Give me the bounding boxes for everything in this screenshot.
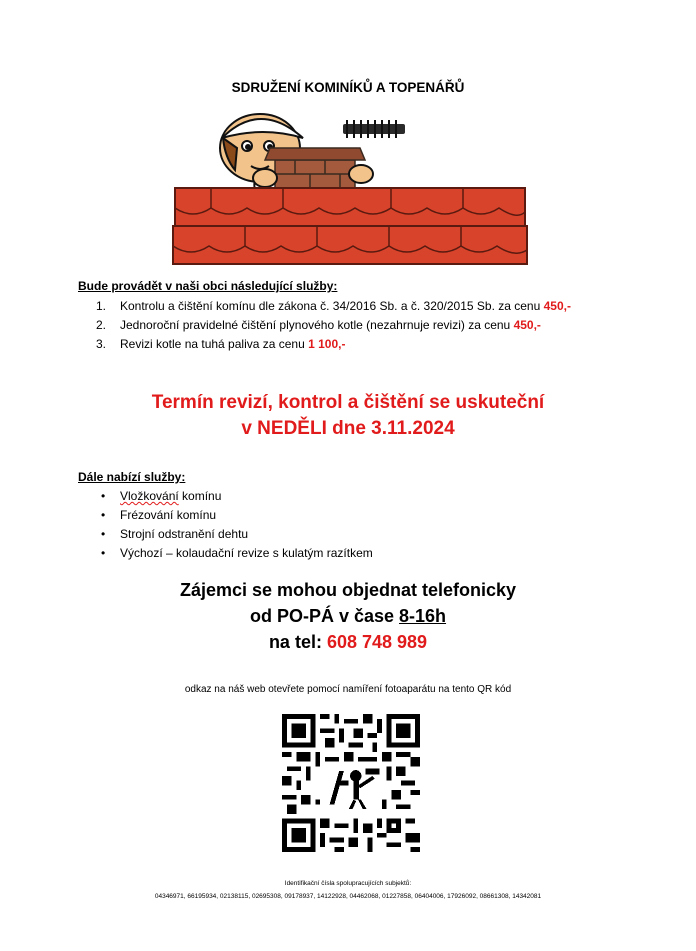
contact-line-3: na tel: 608 748 989 xyxy=(268,632,428,652)
term-line-2: v NEDĚLI dne 3.11.2024 xyxy=(241,418,455,439)
services-heading: Bude provádět v naši obci následující služby: xyxy=(78,279,338,293)
list-item: 3. Revizi kotle na tuhá paliva za cenu 1 100,- xyxy=(96,337,346,351)
contact-line-1: Zájemci se mohou objednat telefonicky xyxy=(179,580,517,600)
services-list xyxy=(96,297,571,354)
price: 450,- xyxy=(513,318,541,332)
extra-services-list xyxy=(100,487,373,563)
appointment-term xyxy=(0,390,696,442)
list-item: • Výchozí – kolaudační revize s kulatým razítkem xyxy=(101,546,373,560)
contact-line-2: od PO-PÁ v čase 8-16h xyxy=(249,606,447,626)
list-item: 2. Jednoroční pravidelné čištění plynového kotle (nezahrnuje revizi) za cenu 450,- xyxy=(96,318,541,332)
footer-label: Identifikační čísla spolupracujících subjektů: xyxy=(284,880,412,887)
list-item: 1. Kontrolu a čištění komínu dle zákona č. 34/2016 Sb. a č. 320/2015 Sb. za cenu 450,- xyxy=(96,299,571,313)
extra-services-heading: Dále nabízí služby: xyxy=(78,470,186,484)
contact-block xyxy=(0,577,696,655)
qr-code-icon[interactable] xyxy=(282,714,420,852)
list-item: • Vložkování komínu xyxy=(101,489,222,503)
qr-note: odkaz na náš web otevřete pomocí namíření fotoaparátu na tento QR kód xyxy=(184,684,512,695)
price: 1 100,- xyxy=(308,337,346,351)
chimney-sweep-illustration xyxy=(165,108,535,268)
term-line-1: Termín revizí, kontrol a čištění se uskuteční xyxy=(151,392,545,413)
phone-number: 608 748 989 xyxy=(326,632,428,652)
page-title: SDRUŽENÍ KOMINÍKŮ A TOPENÁŘŮ xyxy=(231,80,465,95)
list-item: • Frézování komínu xyxy=(101,508,217,522)
price: 450,- xyxy=(543,299,571,313)
footer-ids: 04346971, 66195934, 02138115, 02695308, 09178937, 14122928, 04462068, 01227858, 06404006, 17926092, 08661308, 14342081 xyxy=(154,893,542,900)
list-item: • Strojní odstranění dehtu xyxy=(101,527,249,541)
